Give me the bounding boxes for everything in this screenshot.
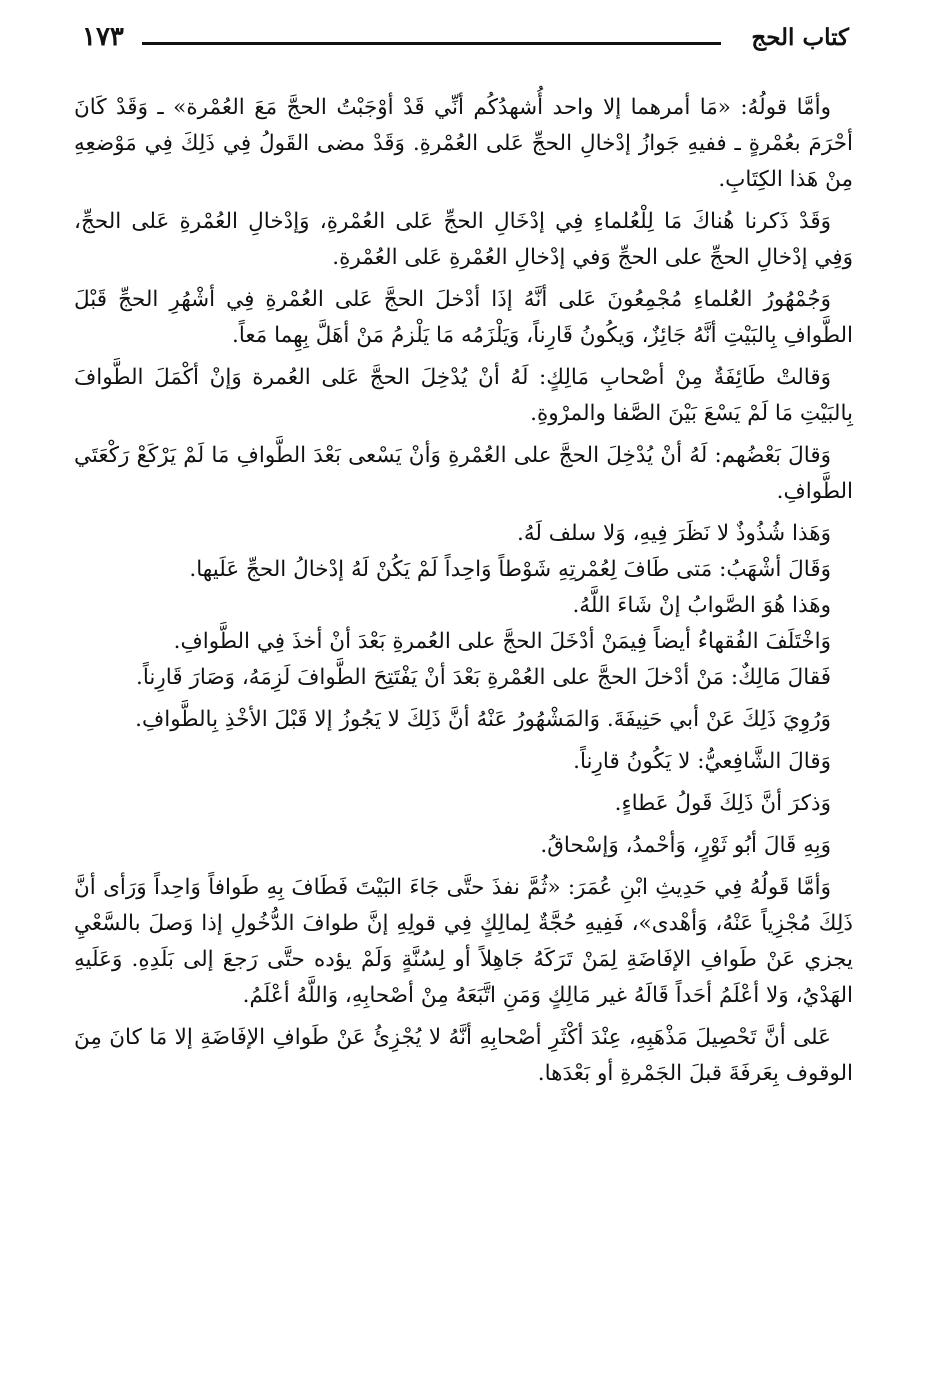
paragraph-13: وَذكرَ أنَّ ذَلِكَ قَولُ عَطاءٍ.: [614, 791, 831, 816]
page-number: ١٧٣: [82, 22, 124, 52]
paragraph-11: وَرُوِيَ ذَلِكَ عَنْ أبي حَنِيفَةَ. وَالمَشْهُورُ عَنْهُ أنَّ ذَلِكَ لا يَجُوزُ إلا قَبْلَ الأخْذِ بِالطَّوافِ.: [135, 707, 831, 732]
paragraph-1: وأمَّا قولُهُ: «مَا أمرهما إلا واحد أُشهدُكُم أنِّي قَدْ أوْجَبْتُ الحجَّ مَعَ العُمْرة» ـ وَقَدْ كَانَ أحْرَمَ بعُمْرةٍ ـ ففيهِ جَوازُ إدْخالِ الحجِّ عَلى العُمْرةِ. وَقَدْ مضى القَولُ فِي ذَلِكَ فِي مَوْضعِهِ مِنْ هَذا الكِتَابِ.: [74, 95, 853, 192]
paragraph-7: وَقَالَ أشْهَبُ: مَتى طَافَ لِعُمْرتِهِ شَوْطاً وَاحِداً لَمْ يَكُنْ لَهُ إدْخالُ الحجِّ عَلَيها.: [189, 557, 831, 582]
running-title: كتاب الحج: [751, 24, 849, 51]
paragraph-2: وَقَدْ ذَكرنا هُناكَ مَا لِلْعُلماءِ فِي إدْخَالِ الحجِّ عَلى العُمْرةِ، وَإدْخالِ العُمْرةِ عَلى الحجِّ، وَفِي إدْخالِ الحجِّ على الحجِّ وَفي إدْخالِ العُمْرةِ عَلى العُمْرةِ.: [74, 209, 853, 270]
paragraph-8: وهَذا هُوَ الصَّوابُ إنْ شَاءَ اللَّهُ.: [572, 593, 831, 618]
body-text: [74, 90, 853, 1098]
paragraph-6: وَهَذا شُذُوذٌ لا نَظَرَ فِيهِ، وَلا سلف لَهُ.: [517, 521, 831, 546]
paragraph-14: وَبِهِ قَالَ أبُو ثَوْرٍ، وَأحْمدُ، وَإسْحاقُ.: [540, 833, 831, 858]
paragraph-4: وَقالتْ طَائِفَةٌ مِنْ أصْحابِ مَالِكٍ: لَهُ أنْ يُدْخِلَ الحجَّ عَلى العُمرة وَإنْ أكْمَلَ الطَّوافَ بِالبَيْتِ مَا لَمْ يَسْعَ بَيْنَ الصَّفا والمرْوةِ.: [74, 365, 853, 426]
header-rule: [142, 42, 721, 45]
paragraph-5: وَقالَ بَعْضُهم: لَهُ أنْ يُدْخِلَ الحجَّ على العُمْرةِ وَأنْ يَسْعى بَعْدَ الطَّوافِ مَا لَمْ يَرْكَعْ رَكْعَتَي الطَّوافِ.: [74, 443, 853, 504]
page-header: [82, 22, 849, 66]
paragraph-15: وَأمَّا قَولُهُ فِي حَدِيثِ ابْنِ عُمَرَ: «ثُمَّ نفذَ حتَّى جَاءَ البَيْتَ فَطَافَ بِهِ طَوافاً وَاحِداً وَرَأى أنَّ ذَلِكَ مُجْزِياً عَنْهُ، وَأهْدى»، فَفِيهِ حُجَّةٌ لِمالِكٍ فِي قولِهِ إنَّ طوافَ الدُّخُولِ إذا وَصلَ بالسَّعْيِ يجزي عَنْ طَوافِ الإفَاضَةِ لِمَنْ تَرَكَهُ جَاهِلاً أو لِسُنَّةٍ وَلَمْ يؤده حتَّى رَجعَ إلى بَلَدِهِ. وَعَلَيهِ الهَدْيُ، وَلا أعْلَمُ أحَداً قَالَهُ غير مَالِكٍ وَمَنِ اتَّبَعَهُ مِنْ أصْحابِهِ، وَاللَّهُ أعْلَمُ.: [74, 875, 853, 1008]
paragraph-9: وَاخْتَلَفَ الفُقهاءُ أيضاً فِيمَنْ أدْخَلَ الحجَّ على العُمرةِ بَعْدَ أنْ أخذَ فِي الطَّوافِ.: [173, 629, 831, 654]
paragraph-10: فَقالَ مَالِكٌ: مَنْ أدْخلَ الحجَّ على العُمْرةِ بَعْدَ أنْ يَفْتَتِحَ الطَّوافَ لَزِمَهُ، وَصَارَ قَارِناً.: [136, 665, 831, 690]
paragraph-3: وَجُمْهُورُ العُلماءِ مُجْمِعُونَ عَلى أنَّهُ إذَا أدْخلَ الحجَّ عَلى العُمْرةِ فِي أشْهُرِ الحجِّ قَبْلَ الطَّوافِ بِالبَيْتِ أنَّهُ جَائِزٌ، وَيكُونُ قَارِناً، وَيَلْزَمُه مَا يَلْزمُ مَنْ أهَلَّ بِهِما مَعاً.: [74, 287, 853, 348]
paragraph-16: عَلى أنَّ تَحْصِيلَ مَذْهَبِهِ، عِنْدَ أكْثَرِ أصْحابِهِ أنَّهُ لا يُجْزِئُ عَنْ طَوافِ الإفَاضَةِ إلا مَا كانَ مِنَ الوقوف بِعَرفَةَ قبلَ الجَمْرةِ أو بَعْدَها.: [74, 1025, 853, 1086]
paragraph-12: وَقالَ الشَّافِعيُّ: لا يَكُونُ قارِناً.: [573, 749, 831, 774]
